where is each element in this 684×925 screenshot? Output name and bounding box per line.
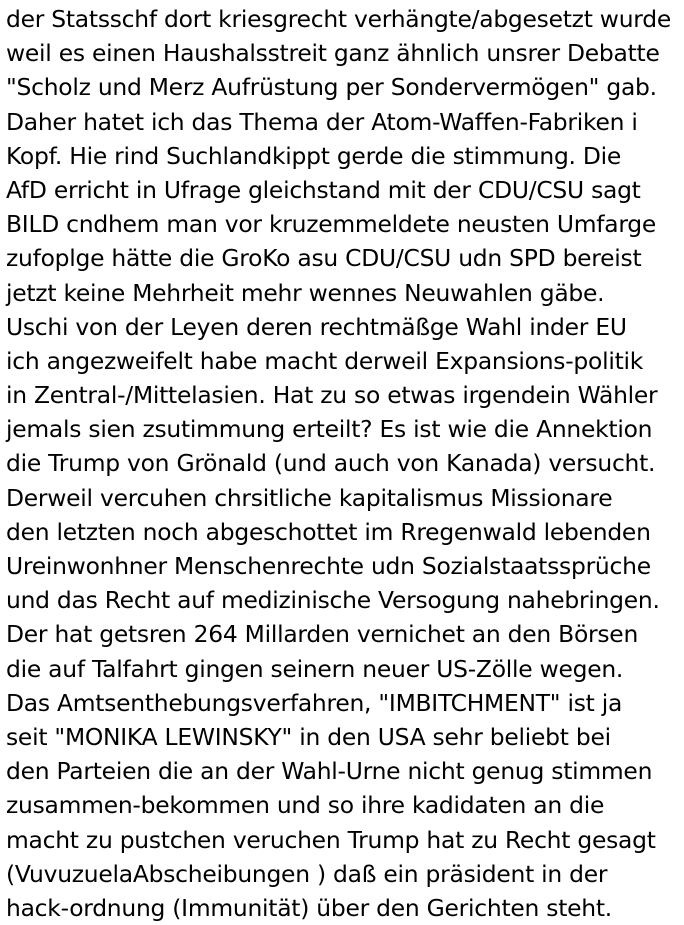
text-line: jetzt keine Mehrheit mehr wennes Neuwahlen gäbe. [6, 278, 605, 307]
text-line: Der hat getsren 264 Millarden vernichet an den Börsen [6, 620, 639, 649]
text-line: AfD erricht in Ufrage gleichstand mit der CDU/CSU sagt [6, 175, 641, 204]
text-line: jemals sien zsutimmung erteilt? Es ist wie die Annektion [6, 415, 653, 444]
text-line: (VuvuzuelaAbscheibungen ) daß ein präsident in der [6, 859, 608, 888]
text-line: Derweil vercuhen chrsitliche kapitalismus Missionare [6, 483, 613, 512]
text-line: den Parteien die an der Wahl-Urne nicht genug stimmen [6, 757, 653, 786]
text-line: Kopf. Hie rind Suchlandkippt gerde die stimmung. Die [6, 141, 622, 170]
text-line: und das Recht auf medizinische Versogung nahebringen. [6, 586, 660, 615]
text-line: zufoplge hätte die GroKo asu CDU/CSU udn SPD bereist [6, 244, 642, 273]
text-line: zusammen-bekommen und so ihre kadidaten an die [6, 791, 605, 820]
text-line: der Statsschf dort kriesgrecht verhängte/abgesetzt wurde [6, 5, 671, 33]
text-line: den letzten noch abgeschottet im Rregenwald lebenden [6, 517, 651, 546]
text-line: die auf Talfahrt gingen seinern neuer US-Zölle wegen. [6, 654, 624, 683]
text-line: ich angezweifelt habe macht derweil Expansions-politik [6, 346, 644, 375]
text-line: BILD cndhem man vor kruzemmeldete neusten Umfarge [6, 210, 657, 239]
text-line: macht zu pustchen veruchen Trump hat zu Recht gesagt [6, 825, 656, 854]
text-line: Ureinwonhner Menschenrechte udn Sozialstaatssprüche [6, 552, 651, 580]
text-line: hack-ordnung (Immunität) über den Gerichten steht. [6, 893, 612, 922]
text-line: Uschi von der Leyen deren rechtmäßge Wahl inder EU [6, 312, 627, 341]
text-line: seit "MONIKA LEWINSKY" in den USA sehr beliebt bei [6, 722, 611, 751]
text-line: Daher hatet ich das Thema der Atom-Waffen-Fabriken i [6, 107, 638, 136]
text-line: Das Amtsenthebungsverfahren, "IMBITCHMENT" ist ja [6, 688, 623, 717]
text-line: die Trump von Grönald (und auch von Kanada) versucht. [6, 449, 656, 478]
text-body [6, 2, 682, 925]
text-line: weil es einen Haushalsstreit ganz ähnlich unsrer Debatte [6, 39, 660, 68]
text-line: in Zentral-/Mittelasien. Hat zu so etwas irgendein Wähler [6, 381, 658, 410]
text-line: "Scholz und Merz Aufrüstung per Sondervermögen" gab. [6, 73, 657, 102]
